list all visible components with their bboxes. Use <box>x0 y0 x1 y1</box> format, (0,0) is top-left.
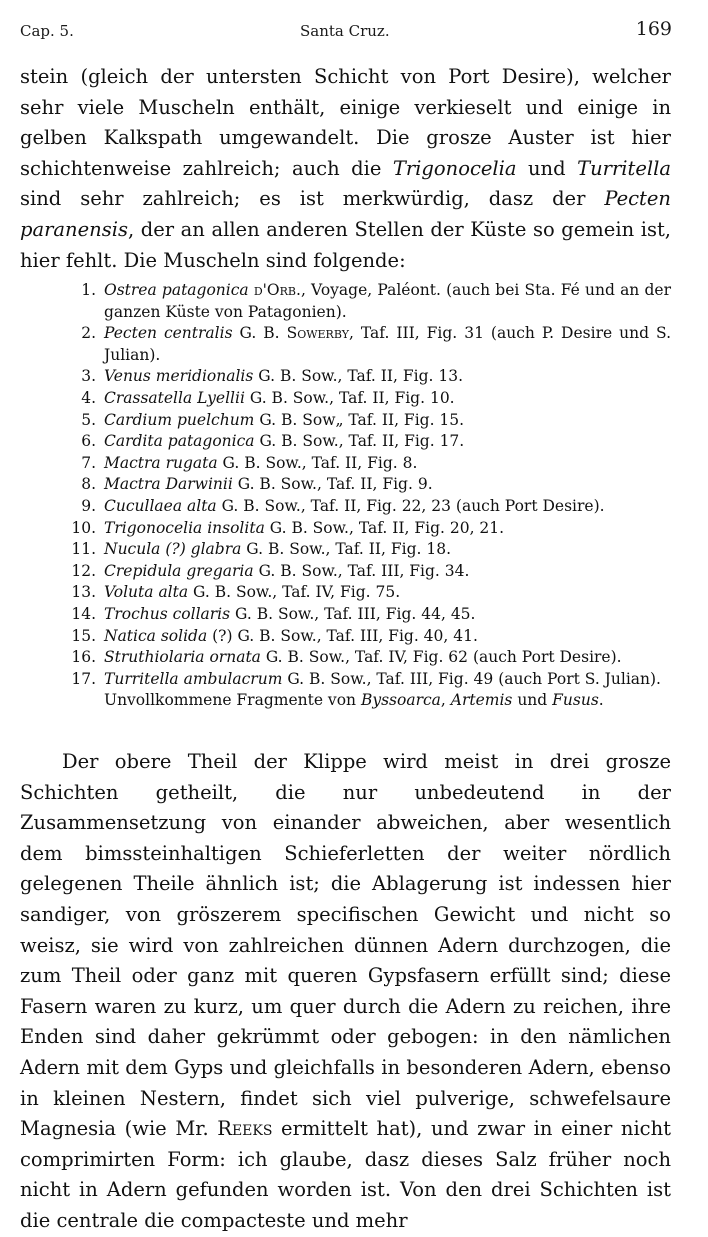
fragments-sep: , <box>440 691 451 710</box>
species-reference: G. B. Sow., Taf. II, Fig. 17. <box>254 432 465 451</box>
fragments-end: . <box>598 691 604 710</box>
chapter-label: Cap. 5. <box>20 22 74 40</box>
list-item <box>62 561 671 583</box>
intro-text-2: und <box>516 156 578 180</box>
intro-text-1: stein (gleich der untersten Schicht von Port Desire), welcher sehr viele Muscheln enthält, einige verkieselt und einige in gelben Kalkspath umgewandelt. Die grosze Auster ist hier schichtenweise zahlreich; auch die <box>20 65 671 180</box>
species-name: Nucula (?) glabra <box>104 540 242 559</box>
species-name: Crassatella Lyellii <box>104 388 245 407</box>
running-header <box>20 18 672 48</box>
species-reference: G. B. Sow., Taf. III, Fig. 49 (auch Port S. Julian). <box>282 669 661 688</box>
intro-text-3: sind sehr zahlreich; es ist merkwürdig, dasz der <box>20 187 605 211</box>
species-reference: G. B. Sow., Taf. II, Fig. 18. <box>241 540 452 559</box>
outro-text-2: ermittelt hat), und zwar in einer nicht comprimirten Form: ich glaube, dasz dieses Salz früher noch nicht in Adern gefunden worden ist. Von den drei Schichten ist die centrale die compacteste und mehr <box>20 1117 671 1232</box>
item-number: 2. <box>81 324 96 343</box>
species-name: Ostrea patagonica <box>104 281 249 299</box>
item-number: 5. <box>81 410 96 429</box>
list-item <box>62 669 671 691</box>
genus-turritella: Turritella <box>577 156 672 180</box>
species-reference: , Voyage, Paléont. (auch bei Sta. Fé und an der ganzen Küste von Patagonien). <box>104 281 671 321</box>
species-reference: G. B. Sow., Taf. III, Fig. 44, 45. <box>230 604 476 623</box>
species-author: G. B. Sowerby <box>232 324 349 343</box>
running-title: Santa Cruz. <box>300 22 390 40</box>
item-number: 1. <box>81 281 96 299</box>
species-reference: G. B. Sow., Taf. IV, Fig. 62 (auch Port Desire). <box>260 648 622 667</box>
item-number: 7. <box>81 453 96 472</box>
author-reeks: Reeks <box>217 1117 273 1141</box>
species-reference: G. B. Sow., Taf. II, Fig. 10. <box>244 388 455 407</box>
species-name: Venus meridionalis <box>104 367 254 386</box>
list-item <box>62 474 671 496</box>
fragments-lead: Unvollkommene Fragmente von <box>104 691 361 710</box>
closing-paragraph <box>20 747 671 1237</box>
list-item <box>62 366 671 388</box>
genus-trigonocelia: Trigonocelia <box>392 156 517 180</box>
genus-artemis: Artemis <box>450 691 513 710</box>
item-number: 13. <box>71 583 96 602</box>
species-reference: G. B. Sow„ Taf. II, Fig. 15. <box>254 410 465 429</box>
list-item <box>62 518 671 540</box>
species-name: Turritella ambulacrum <box>104 669 283 688</box>
species-list <box>62 280 671 712</box>
species-name: Trigonocelia insolita <box>104 518 265 537</box>
species-name: Struthiolaria ornata <box>104 648 261 667</box>
list-item <box>62 582 671 604</box>
item-number: 10. <box>71 518 96 537</box>
item-number: 6. <box>81 432 96 451</box>
page-number: 169 <box>635 18 672 40</box>
list-item <box>62 539 671 561</box>
intro-text-4: , der an allen anderen Stellen der Küste so gemein ist, hier fehlt. Die Muscheln sind folgende: <box>20 217 671 272</box>
species-name: Natica solida <box>104 626 208 645</box>
species-reference: G. B. Sow., Taf. IV, Fig. 75. <box>188 583 401 602</box>
species-reference: G. B. Sow., Taf. II, Fig. 20, 21. <box>264 518 505 537</box>
species-pecten-paranensis: Pecten paranensis <box>20 187 671 241</box>
item-number: 9. <box>81 496 96 515</box>
species-reference: G. B. Sow., Taf. II, Fig. 13. <box>253 367 464 386</box>
species-name: Mactra Darwinii <box>104 475 233 494</box>
species-reference: (?) G. B. Sow., Taf. III, Fig. 40, 41. <box>207 626 478 645</box>
item-number: 8. <box>81 475 96 494</box>
species-name: Pecten centralis <box>104 324 233 343</box>
item-number: 15. <box>71 626 96 645</box>
list-item <box>62 280 671 323</box>
list-item <box>62 496 671 518</box>
item-number: 11. <box>71 540 96 559</box>
item-number: 4. <box>81 388 96 407</box>
species-name: Voluta alta <box>104 583 189 602</box>
item-number: 16. <box>71 648 96 667</box>
list-item <box>62 626 671 648</box>
species-reference: G. B. Sow., Taf. II, Fig. 22, 23 (auch Port Desire). <box>216 496 605 515</box>
outro-text-1: Der obere Theil der Klippe wird meist in drei grosze Schichten getheilt, die nur unbedeutend in der Zusammensetzung von einander abweichen, aber wesentlich dem bimssteinhaltigen Schieferletten der weiter nördlich gelegenen Theile ähnlich ist; die Ablagerung ist indessen hier sandiger, von gröszerem specifischen Gewicht und nicht so weisz, sie wird von zahlreichen dünnen Adern durchzogen, die zum Theil oder ganz mit queren Gypsfasern erfüllt sind; diese Fasern waren zu kurz, um quer durch die Adern zu reichen, ihre Enden sind daher gekrümmt oder gebogen: in den nämlichen Adern mit dem Gyps und gleichfalls in besonderen Adern, ebenso in kleinen Nestern, findet sich viel pulverige, schwefelsaure Magnesia (wie Mr. <box>20 750 671 1141</box>
species-name: Cardium puelchum <box>104 410 255 429</box>
species-name: Mactra rugata <box>104 453 218 472</box>
species-name: Trochus collaris <box>104 604 231 623</box>
intro-paragraph <box>20 62 671 276</box>
list-item <box>62 431 671 453</box>
list-item <box>62 647 671 669</box>
item-number: 12. <box>71 561 96 580</box>
list-item <box>62 453 671 475</box>
species-reference: , Taf. III, Fig. 31 (auch P. Desire und S. Julian). <box>104 324 672 364</box>
species-name: Crepidula gregaria <box>104 561 254 580</box>
species-reference: G. B. Sow., Taf. II, Fig. 9. <box>232 475 433 494</box>
species-author: d'Orb. <box>248 281 301 299</box>
item-number: 17. <box>71 669 96 688</box>
species-reference: G. B. Sow., Taf. III, Fig. 34. <box>253 561 470 580</box>
list-item <box>62 604 671 626</box>
item-number: 3. <box>81 367 96 386</box>
fragments-und: und <box>512 691 553 710</box>
species-reference: G. B. Sow., Taf. II, Fig. 8. <box>217 453 418 472</box>
list-item <box>62 410 671 432</box>
genus-fusus: Fusus <box>552 691 599 710</box>
item-number: 14. <box>71 604 96 623</box>
species-name: Cardita patagonica <box>104 432 255 451</box>
list-item <box>62 323 671 366</box>
species-name: Cucullaea alta <box>104 496 217 515</box>
genus-byssoarca: Byssoarca <box>360 691 441 710</box>
fragments-note <box>62 690 671 712</box>
list-item <box>62 388 671 410</box>
